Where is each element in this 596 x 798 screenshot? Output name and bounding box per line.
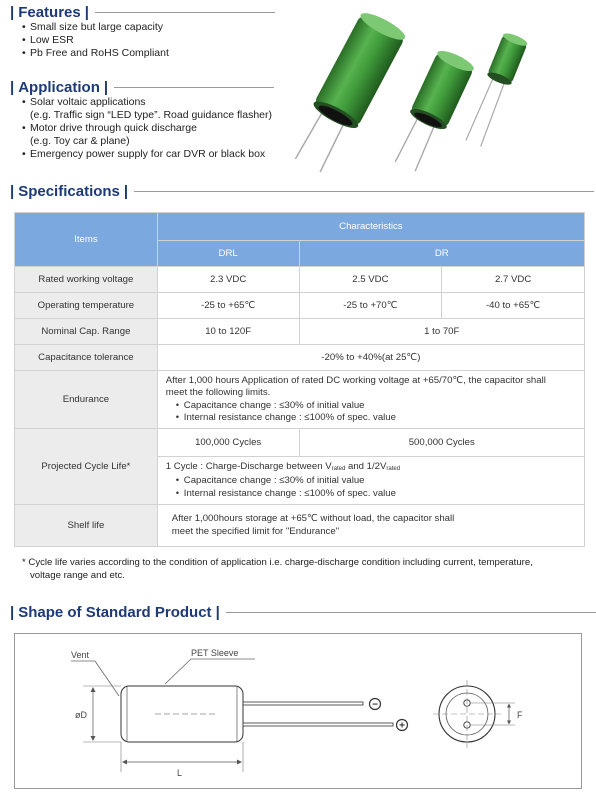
table-row [15,319,585,345]
shape-title: Shape of Standard Product [18,604,212,621]
features-list [22,21,169,60]
heading-rule [95,12,275,13]
capacitor-product-image [282,0,532,180]
application-title: Application [18,79,100,96]
heading-rule [134,191,594,192]
table-cell: 2.7 VDC [442,267,585,293]
table-row [15,429,585,457]
endurance-text: meet the following limits. [165,387,271,398]
endurance-bullet: • Capacitance change : ≤30% of initial value [166,400,584,413]
cycle-definition: 1 Cycle : Charge-Discharge between $V_{rated}$ and $1/2V_{rated}$ [165,460,401,472]
table-cell: 500,000 Cycles [299,429,584,457]
table-cell: 1 to 70F [299,319,584,345]
table-cell: -25 to +70℃ [299,293,442,319]
lead-plus [243,723,393,726]
row-label: Capacitance tolerance [15,345,158,371]
table-row [15,371,585,429]
header-characteristics: Characteristics [157,213,584,241]
table-cell: 2.5 VDC [299,267,442,293]
application-heading: | Application | [10,79,274,96]
length-label: L [177,768,183,778]
shape-heading: | Shape of Standard Product | [10,604,596,621]
heading-rule [226,612,596,613]
list-item: • Emergency power supply for car DVR or black box [22,148,272,161]
cycle-bullet: • Internal resistance change : ≤100% of spec. value [166,488,584,501]
specifications-heading: | Specifications | [10,183,594,200]
table-cell: 10 to 120F [157,319,299,345]
header-items: Items [15,213,158,267]
list-item: • Small size but large capacity [22,21,169,34]
table-row [15,505,585,547]
row-label: Shelf life [15,505,158,547]
pitch-label: F [517,710,523,720]
minus-sign: − [372,699,378,711]
table-cell: -40 to +65℃ [442,293,585,319]
shelf-life-text: meet the specified limit for "Endurance" [171,525,340,537]
diameter-label: øD [75,710,87,720]
header-dr: DR [299,241,584,267]
table-cell: -20% to +40%(at 25℃) [157,345,584,371]
pet-sleeve-label: PET Sleeve [191,648,239,658]
table-row [15,267,585,293]
vent-label: Vent [71,650,90,660]
table-cell: 2.3 VDC [157,267,299,293]
list-item: • Pb Free and RoHS Compliant [22,47,169,60]
table-cell [157,505,584,547]
lead-minus [243,702,363,705]
specifications-title: Specifications [18,183,120,200]
cycle-life-footnote: * Cycle life varies according to the condition of application i.e. charge-discharge condition including current, temperature, voltage range and etc. [22,557,533,581]
specifications-table [14,212,585,547]
dimension-drawing [15,634,581,788]
header-drl: DRL [157,241,299,267]
shape-drawing-box [14,633,582,789]
endurance-text: After 1,000 hours Application of rated DC working voltage at +65/70℃, the capacitor shall [165,374,546,386]
table-cell: -25 to +65℃ [157,293,299,319]
endurance-bullet: • Internal resistance change : ≤100% of spec. value [166,412,584,425]
table-row [15,293,585,319]
row-label: Projected Cycle Life* [15,429,158,505]
shelf-life-text: After 1,000hours storage at +65℃ without load, the capacitor shall [171,513,455,524]
table-cell [157,371,584,429]
list-item: • Solar voltaic applications [22,96,272,109]
table-cell: 100,000 Cycles [157,429,299,457]
table-cell [157,457,584,505]
table-row [15,345,585,371]
list-item-note: (e.g. Traffic sign “LED type”. Road guidance flasher) [30,109,273,121]
row-label: Operating temperature [15,293,158,319]
application-list [22,96,272,161]
list-item: • Motor drive through quick discharge [22,122,272,135]
list-item: • Low ESR [22,34,169,47]
features-heading: | Features | [10,4,275,21]
features-title: Features [18,4,81,21]
row-label: Nominal Cap. Range [15,319,158,345]
list-item-note: (e.g. Toy car & plane) [30,135,130,147]
cycle-bullet: • Capacitance change : ≤30% of initial value [166,475,584,488]
heading-rule [114,87,274,88]
plus-sign: + [399,720,405,732]
row-label: Endurance [15,371,158,429]
row-label: Rated working voltage [15,267,158,293]
